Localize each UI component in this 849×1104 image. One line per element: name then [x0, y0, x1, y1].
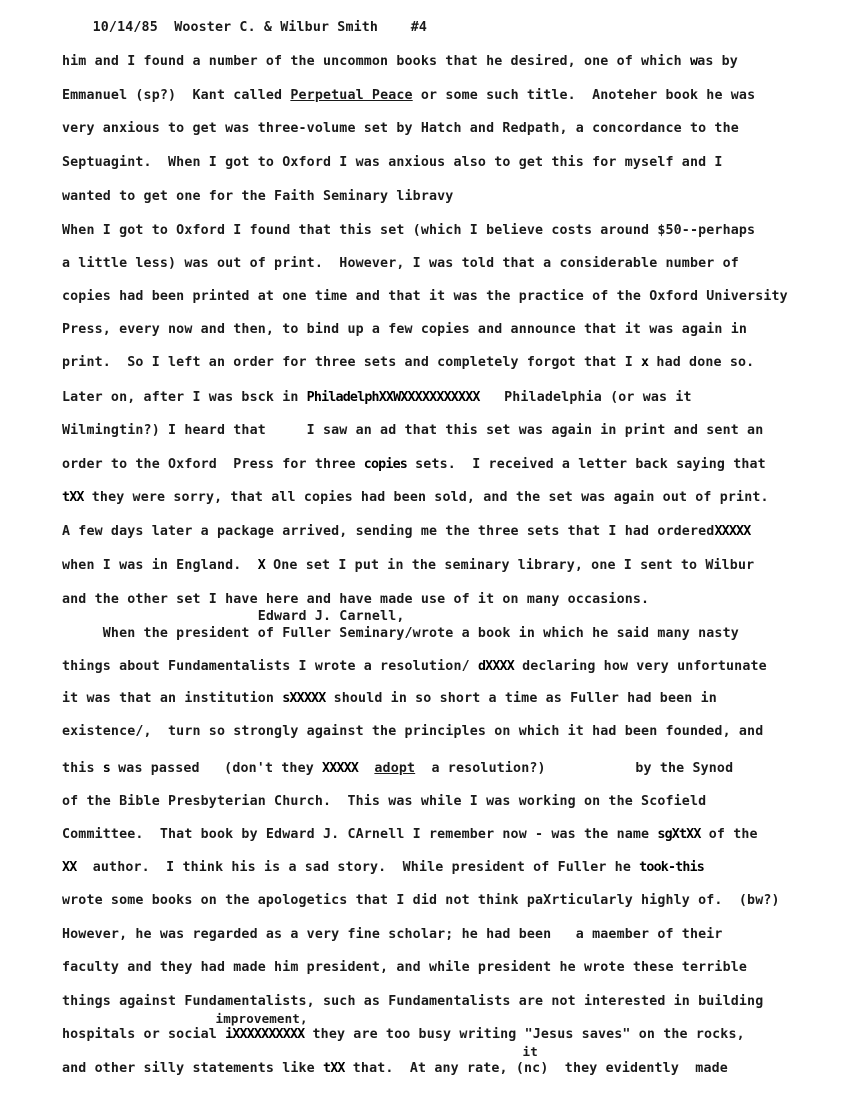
text-line: existence/, turn so strongly against the principles on which it had been founded, and [62, 724, 764, 739]
text-line: order to the Oxford Press for three copies sets. I received a letter back saying that [62, 457, 766, 472]
text-line: and the other set I have here and have made use of it on many occasions. [62, 592, 650, 607]
text-line: and other silly statements like tXX that. At any rate, (nc) they evidently made [62, 1061, 728, 1076]
text-line: Committee. That book by Edward J. CArnell I remember now - was the name sgXtXX of the [62, 827, 758, 842]
text-line: him and I found a number of the uncommon books that he desired, one of which was by [62, 54, 738, 69]
header-date: 10/14/85 [92, 20, 158, 35]
underlined-word: adopt [374, 761, 416, 776]
inserted-word: improvement, [62, 1011, 308, 1026]
text-line: A few days later a package arrived, sending me the three sets that I had orderedXXXXX [62, 524, 751, 539]
text-line: it was that an institution sXXXXX should in so short a time as Fuller had been in [62, 691, 717, 706]
text-line: this s was passed (don't they XXXXX adopt a resolution?) by the Synod [62, 761, 734, 776]
strikeout-text: X [257, 558, 265, 573]
strikeout-text: sgXtXX [657, 827, 701, 842]
page-header [60, 4, 427, 52]
text-line: Edward J. Carnell, [62, 609, 405, 624]
text-line: faculty and they had made him president, and while president he wrote these terrible [62, 960, 748, 975]
text-line: When the president of Fuller Seminary/wrote a book in which he said many nasty [62, 626, 739, 641]
strikeout-text: XX [62, 860, 77, 875]
strikeout-text: PhiladelphXXWXXXXXXXXXXX [306, 390, 480, 405]
text-line: Later on, after I was bsck in PhiladelphXXWXXXXXXXXXXX Philadelphia (or was it [62, 390, 692, 405]
text-line: a little less) was out of print. However, I was told that a considerable number of [62, 256, 739, 271]
text-line: XX author. I think his is a sad story. While president of Fuller he took-this [62, 860, 705, 875]
strikeout-text: tXX [62, 490, 84, 505]
text-line: tXX they were sorry, that all copies had been sold, and the set was again out of print. [62, 490, 769, 505]
text-line: of the Bible Presbyterian Church. This was while I was working on the Scofield [62, 794, 707, 809]
text-line: things about Fundamentalists I wrote a resolution/ dXXXX declaring how very unfortunate [62, 659, 767, 674]
text-line: copies had been printed at one time and that it was the practice of the Oxford University [62, 289, 788, 304]
strikeout-text: x [641, 355, 649, 370]
strikeout-text: dXXXX [477, 659, 514, 674]
header-page-number: #4 [410, 20, 428, 35]
strikeout-text: XXXXX [322, 761, 359, 776]
text-line: things against Fundamentalists, such as Fundamentalists are not interested in building [62, 994, 764, 1009]
inserted-word: it [62, 1044, 538, 1059]
strikeout-text: sXXXXX [282, 691, 326, 706]
text-line: wrote some books on the apologetics that I did not think paXrticularly highly of. (bw?) [62, 893, 780, 908]
book-title: Perpetual Peace [290, 88, 413, 103]
strikeout-text: took-this [639, 860, 705, 875]
strikeout-text: s [102, 761, 110, 776]
strikeout-text: iXXXXXXXXXX [225, 1027, 305, 1042]
text-line: Septuagint. When I got to Oxford I was anxious also to get this for myself and I [62, 155, 723, 170]
text-line: When I got to Oxford I found that this set (which I believe costs around $50--perhaps [62, 223, 756, 238]
text-line: hospitals or social iXXXXXXXXXX they are too busy writing "Jesus saves" on the rocks, [62, 1027, 745, 1042]
text-line: Press, every now and then, to bind up a few copies and announce that it was again in [62, 322, 748, 337]
text-line: Emmanuel (sp?) Kant called Perpetual Peace or some such title. Anoteher book he was [62, 88, 756, 103]
header-names: Wooster C. & Wilbur Smith [174, 20, 379, 35]
text-line: when I was in England. X One set I put in the seminary library, one I sent to Wilbur [62, 558, 755, 573]
strikeout-text: copies [363, 457, 407, 472]
strikeout-text: XXXXX [714, 524, 751, 539]
text-line: print. So I left an order for three sets and completely forgot that I x had done so. [62, 355, 755, 370]
strikeout-text: w [689, 54, 698, 69]
strikeout-text: tXX [322, 1061, 345, 1076]
text-line: very anxious to get was three-volume set by Hatch and Redpath, a concordance to the [62, 121, 739, 136]
text-line: wanted to get one for the Faith Seminary libravy [62, 189, 454, 204]
text-line: Wilmingtin?) I heard that I saw an ad that this set was again in print and sent an [62, 423, 764, 438]
text-line: However, he was regarded as a very fine scholar; he had been a maember of their [62, 927, 723, 942]
